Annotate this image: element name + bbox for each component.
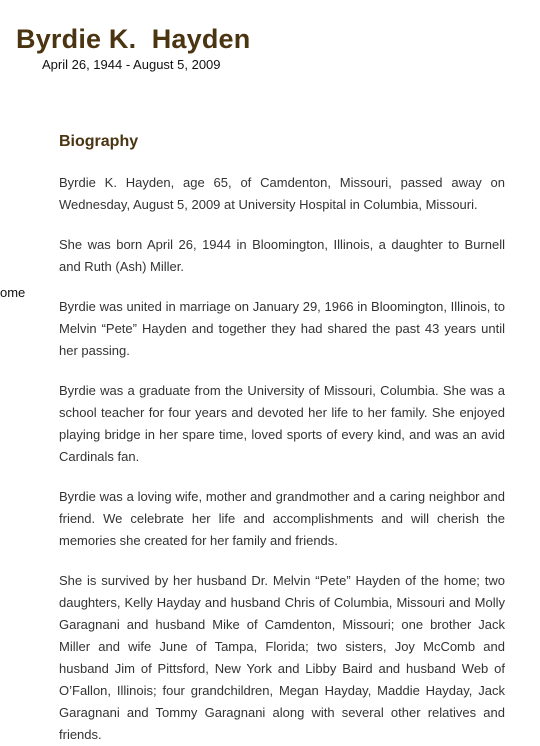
biography-paragraph: She was born April 26, 1944 in Bloomington, Illinois, a daughter to Burnell and Ruth (Ash) Miller. <box>59 237 505 274</box>
biography-paragraph: Byrdie was a loving wife, mother and grandmother and a caring neighbor and friend. We celebrate her life and accomplishments and will cherish the memories she created for her family and friends. <box>59 489 505 548</box>
biography-paragraph: She is survived by her husband Dr. Melvin “Pete” Hayden of the home; two daughters, Kelly Hayday and husband Chris of Columbia, Missouri and Molly Garagnani and husband Mike of Camdenton, Missouri; one brother Jack Miller and wife June of Tampa, Florida; two sisters, Joy McComb and husband Jim of Pittsford, New York and Libby Baird and husband Web of O’Fallon, Illinois; four grandchildren, Megan Hayday, Maddie Hayday, Jack Garagnani and Tommy Garagnani along with several other relatives and friends. <box>59 573 505 742</box>
biography-paragraph: Byrdie was united in marriage on January 29, 1966 in Bloomington, Illinois, to Melvin “Pete” Hayden and together they had shared the past 43 years until her passing. <box>59 299 505 358</box>
biography-body <box>59 172 505 746</box>
biography-paragraph: Byrdie was a graduate from the University of Missouri, Columbia. She was a school teacher for four years and devoted her life to her family. She enjoyed playing bridge in her spare time, loved sports of every kind, and was an avid Cardinals fan. <box>59 383 505 464</box>
side-text-fragment: ome <box>0 285 26 300</box>
obituary-name: Byrdie K. Hayden <box>16 24 251 54</box>
biography-heading: Biography <box>59 133 139 150</box>
life-dates: April 26, 1944 - August 5, 2009 <box>42 57 221 72</box>
biography-paragraph: Byrdie K. Hayden, age 65, of Camdenton, Missouri, passed away on Wednesday, August 5, 2009 at University Hospital in Columbia, Missouri. <box>59 175 505 212</box>
